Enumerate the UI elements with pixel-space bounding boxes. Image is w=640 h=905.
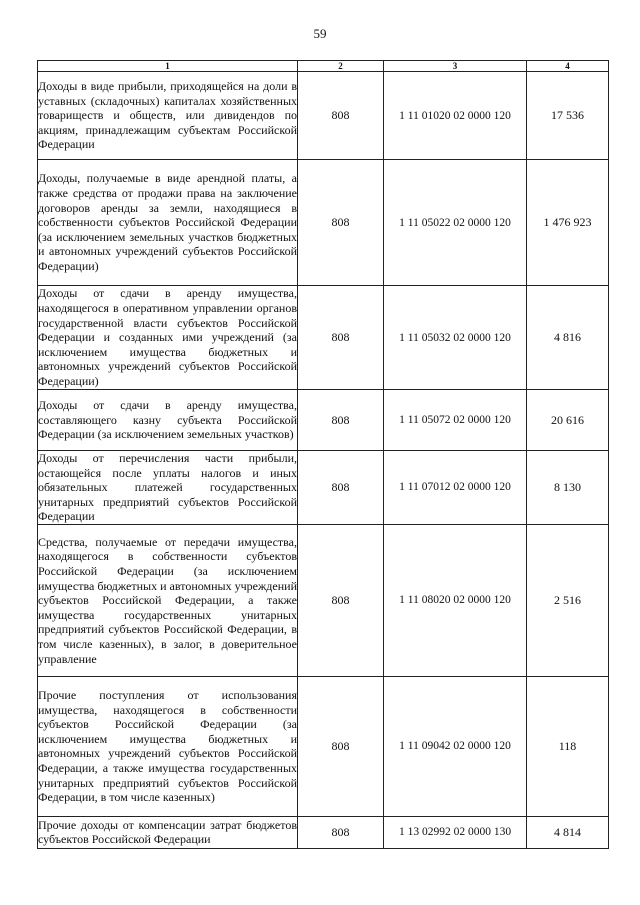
column-header-2: 2 bbox=[298, 61, 384, 72]
column-header-3: 3 bbox=[384, 61, 527, 72]
table-row bbox=[38, 524, 609, 676]
admin-code: 808 bbox=[298, 160, 384, 286]
income-description: Доходы от сдачи в аренду имущества, находящегося в оперативном управлении органов государственной власти субъектов Российской Федерации и созданных ими учреждений (за исключением имущества бюджетных и автономных учреждений субъектов Российской Федерации) bbox=[38, 286, 297, 388]
admin-code: 808 bbox=[298, 816, 384, 848]
table-row bbox=[38, 72, 609, 160]
amount: 2 516 bbox=[527, 524, 609, 676]
revenue-table bbox=[37, 60, 609, 849]
admin-code: 808 bbox=[298, 524, 384, 676]
budget-classification-code: 1 11 09042 02 0000 120 bbox=[384, 676, 527, 816]
table-row bbox=[38, 451, 609, 525]
budget-classification-code: 1 13 02992 02 0000 130 bbox=[384, 816, 527, 848]
amount: 8 130 bbox=[527, 451, 609, 525]
table-row bbox=[38, 160, 609, 286]
amount: 17 536 bbox=[527, 72, 609, 160]
budget-classification-code: 1 11 05072 02 0000 120 bbox=[384, 390, 527, 451]
amount: 4 816 bbox=[527, 286, 609, 390]
budget-classification-code: 1 11 05032 02 0000 120 bbox=[384, 286, 527, 390]
admin-code: 808 bbox=[298, 286, 384, 390]
table-row bbox=[38, 286, 609, 390]
amount: 20 616 bbox=[527, 390, 609, 451]
admin-code: 808 bbox=[298, 451, 384, 525]
income-description: Доходы от перечисления части прибыли, остающейся после уплаты налогов и иных обязательных платежей государственных унитарных предприятий субъектов Российской Федерации bbox=[38, 451, 297, 524]
income-description: Доходы, получаемые в виде арендной платы, а также средства от продажи права на заключение договоров аренды за земли, находящиеся в собственности субъектов Российской Федерации (за исключением земельных участков бюджетных и автономных учреждений субъектов Российской Федерации) bbox=[38, 160, 298, 286]
amount: 4 814 bbox=[527, 816, 609, 848]
income-description: Прочие доходы от компенсации затрат бюджетов субъектов Российской Федерации bbox=[38, 817, 297, 847]
table-row bbox=[38, 816, 609, 848]
budget-classification-code: 1 11 05022 02 0000 120 bbox=[384, 160, 527, 286]
amount: 118 bbox=[527, 676, 609, 816]
budget-classification-code: 1 11 08020 02 0000 120 bbox=[384, 524, 527, 676]
income-description: Прочие поступления от использования имущества, находящегося в собственности субъектов Российской Федерации (за исключением имущества бюджетных и автономных учреждений субъектов Российской Федерации, а также имущества государственных унитарных предприятий субъектов Российской Федерации, в том числе казенных) bbox=[38, 676, 298, 816]
page-number: 59 bbox=[313, 26, 327, 41]
income-description: Доходы от сдачи в аренду имущества, составляющего казну субъекта Российской Федерации (за исключением земельных участков) bbox=[38, 390, 298, 451]
budget-classification-code: 1 11 01020 02 0000 120 bbox=[384, 72, 527, 160]
admin-code: 808 bbox=[298, 72, 384, 160]
column-header-4: 4 bbox=[527, 61, 609, 72]
table-row bbox=[38, 676, 609, 816]
column-header-1: 1 bbox=[38, 61, 298, 72]
table-header-row bbox=[38, 61, 609, 72]
budget-classification-code: 1 11 07012 02 0000 120 bbox=[384, 451, 527, 525]
amount: 1 476 923 bbox=[527, 160, 609, 286]
admin-code: 808 bbox=[298, 676, 384, 816]
admin-code: 808 bbox=[298, 390, 384, 451]
table-row bbox=[38, 390, 609, 451]
income-description: Доходы в виде прибыли, приходящейся на доли в уставных (складочных) капиталах хозяйственных товариществ и обществ, или дивидендов по акциям, принадлежащим субъектам Российской Федерации bbox=[38, 72, 298, 160]
income-description: Средства, получаемые от передачи имущества, находящегося в собственности субъектов Российской Федерации (за исключением имущества бюджетных и автономных учреждений субъектов Российской Федерации, а также имущества государственных унитарных предприятий субъектов Российской Федерации, в том числе казенных), в залог, в доверительное управление bbox=[38, 524, 298, 676]
